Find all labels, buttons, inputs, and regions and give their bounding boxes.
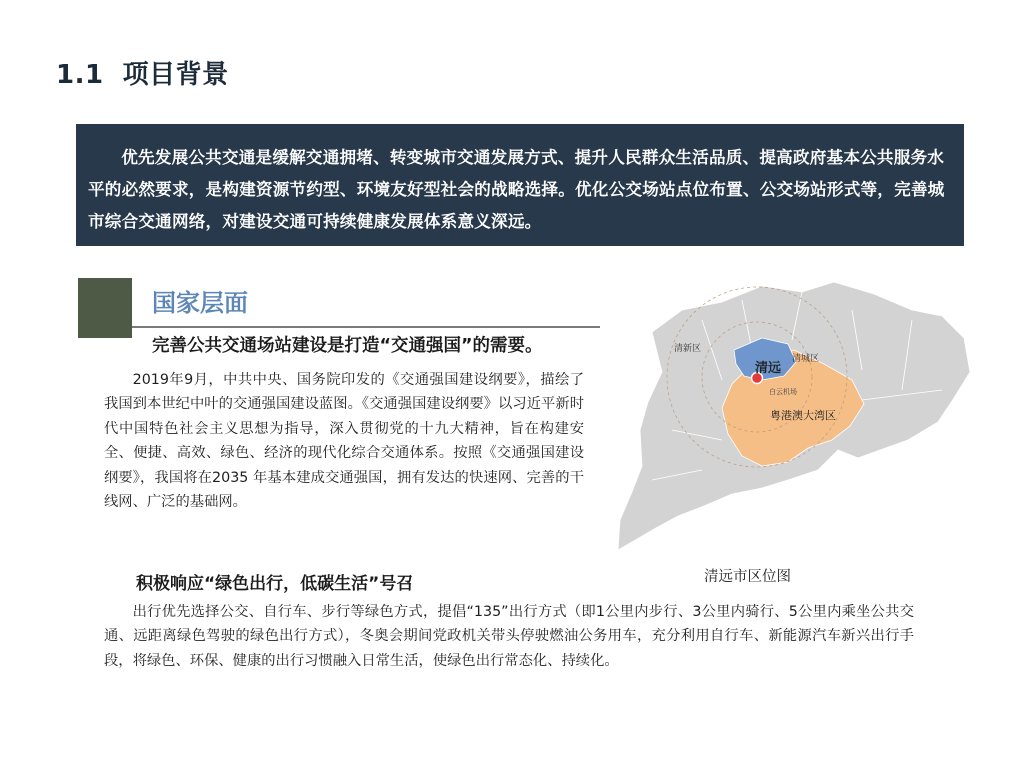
banner-text: 优先发展公共交通是缓解交通拥堵、转变城市交通发展方式、提升人民群众生活品质、提高政府基本公共服务水平的必然要求，是构建资源节约型、环境友好型社会的战略选择。优化公交场站点位布置、公交场站形式等，完善城市综合交通网络，对建设交通可持续健康发展体系意义深远。 [88,148,945,231]
heading-underline [132,326,600,328]
map-label-qingxin: 清新区 [674,344,702,354]
national-paragraph: 2019年9月，中共中央、国务院印发的《交通强国建设纲要》，描绘了我国到本世纪中叶的交通强国建设蓝图。《交通强国建设纲要》以习近平新时代中国特色社会主义思想为指导，深入贯彻党的十九大精神，旨在构建安全、便捷、高效、绿色、经济的现代化综合交通体系。按照《交通强国建设纲要》，我国将在2035 年基本建成交通强国，拥有发达的快速网、完善的干线网、广泛的基础网。 [104,372,584,511]
qingyuan-location-map [612,280,972,558]
heading-accent-block [78,278,132,338]
green-travel-title: 积极响应“绿色出行，低碳生活”号召 [136,574,414,594]
national-level-subtitle: 完善公共交通场站建设是打造“交通强国”的需要。 [152,336,543,356]
section-number: 1.1 [56,60,104,90]
map-label-baiyun: 白云机场 [769,388,797,396]
page-title [56,54,229,91]
map-label-qingcheng: 清城区 [792,354,820,364]
intro-banner [76,124,964,246]
map-caption: 清远市区位图 [704,569,791,585]
green-paragraph-block [104,600,914,673]
map-label-qingyuan: 清远 [755,361,782,376]
national-paragraph-block [104,368,584,514]
map-label-gba: 粤港澳大湾区 [770,409,836,422]
section-title: 项目背景 [122,60,229,90]
green-paragraph: 出行优先选择公交、自行车、步行等绿色方式，提倡“135”出行方式（即1公里内步行、3公里内骑行、5公里内乘坐公共交通、远距离绿色驾驶的绿色出行方式），冬奥会期间党政机关带头停驶燃油公务用车，充分利用自行车、新能源汽车新兴出行手段，将绿色、环保、健康的出行习惯融入日常生活，使绿色出行常态化、持续化。 [104,604,914,669]
national-level-title: 国家层面 [152,289,248,317]
